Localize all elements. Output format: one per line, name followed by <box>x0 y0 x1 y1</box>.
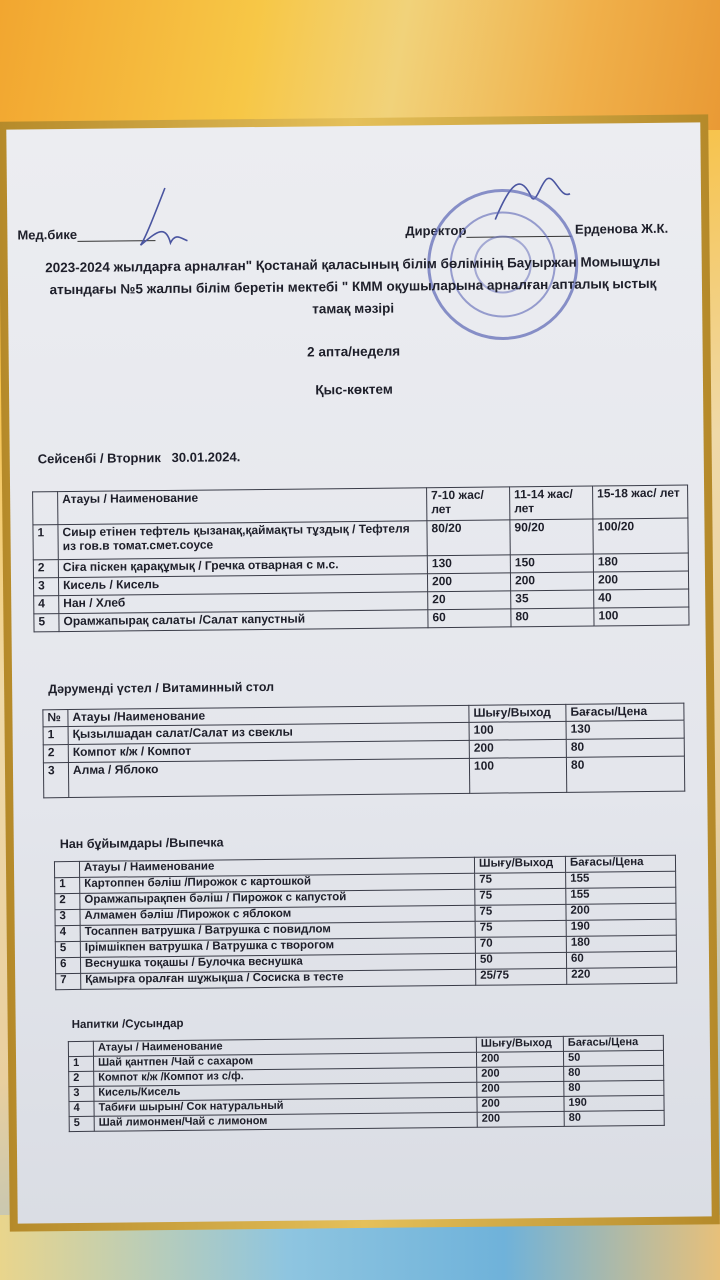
item-name: Веснушка тоқашы / Булочка веснушка <box>80 953 475 973</box>
item-name: Алмамен бәліш /Пирожок с яблоком <box>80 905 475 925</box>
item-output: 200 <box>477 1066 564 1082</box>
item-price: 220 <box>567 967 677 984</box>
row-number: 2 <box>69 1071 94 1086</box>
dish-name: Сиыр етінен тефтель қызанақ,қаймақты тұздық / Тефтеля из гов.в томат.смет.соусе <box>58 521 427 560</box>
item-price: 155 <box>566 887 676 904</box>
item-price: 60 <box>566 951 676 968</box>
item-output: 100 <box>469 757 566 793</box>
title-line-3: тамақ мәзірі <box>312 300 395 317</box>
row-number: 3 <box>55 909 80 925</box>
row-number: 4 <box>69 1101 94 1116</box>
item-name: Қызылшадан салат/Салат из свеклы <box>68 722 469 744</box>
row-number: 1 <box>43 727 68 745</box>
dish-name: Орамжапырақ салаты /Салат капустный <box>59 610 428 632</box>
day-label: Сейсенбі / Вторник <box>37 450 161 467</box>
menu-title <box>28 251 679 324</box>
item-price: 80 <box>564 1080 664 1096</box>
header-cell: Атауы / Наименование <box>93 1037 476 1056</box>
item-output: 200 <box>477 1111 564 1127</box>
header-cell: Атауы /Наименование <box>68 705 469 726</box>
item-price: 80 <box>564 1110 664 1126</box>
item-output: 75 <box>475 904 566 921</box>
row-number: 4 <box>34 596 59 614</box>
director-label: Директор <box>405 222 467 239</box>
row-number: 3 <box>33 578 58 596</box>
row-number: 4 <box>55 925 80 941</box>
item-output: 200 <box>477 1096 564 1112</box>
item-price: 190 <box>564 1095 664 1111</box>
header-cell: Атауы / Наименование <box>79 857 474 877</box>
item-output: 100 <box>469 721 566 740</box>
item-output: 50 <box>475 952 566 969</box>
background-wall-top <box>0 0 720 130</box>
header-cell <box>54 861 79 877</box>
item-name: Қамырға оралған шұжықша / Сосиска в тесте <box>81 969 476 989</box>
header-cell: Шығу/Выход <box>476 1036 563 1052</box>
title-line-1: 2023-2024 жылдарға арналған" Қостанай қаласының білім бөлімінің Бауыржан Момышұлы <box>45 253 661 276</box>
vitamin-table <box>42 703 685 799</box>
portion-7-10: 130 <box>427 555 510 574</box>
header-cell: Атауы / Наименование <box>58 488 427 525</box>
row-number: 2 <box>43 745 68 763</box>
portion-7-10: 20 <box>428 591 511 610</box>
picture-frame <box>0 114 720 1231</box>
portion-11-14: 150 <box>510 554 593 573</box>
row-number: 2 <box>33 560 58 578</box>
row-number: 2 <box>55 893 80 909</box>
dish-name: Нан / Хлеб <box>59 592 428 614</box>
bakery-table <box>54 855 677 991</box>
item-price: 200 <box>566 903 676 920</box>
row-number: 7 <box>56 973 81 989</box>
item-output: 25/75 <box>476 968 567 985</box>
item-output: 200 <box>477 1081 564 1097</box>
item-output: 200 <box>469 739 566 758</box>
header-cell: Шығу/Выход <box>474 856 565 873</box>
item-output: 75 <box>475 920 566 937</box>
header-cell: Бағасы/Цена <box>563 1035 663 1051</box>
lunch-table <box>32 485 689 633</box>
portion-15-18: 40 <box>594 589 689 608</box>
portion-7-10: 80/20 <box>427 520 510 556</box>
header-cell: 7-10 жас/ лет <box>427 487 510 521</box>
row-number: 3 <box>43 763 68 798</box>
portion-7-10: 60 <box>428 609 511 628</box>
item-name: Компот к/ж / Компот <box>68 740 469 762</box>
header-cell: 15-18 жас/ лет <box>593 485 688 519</box>
row-number: 3 <box>69 1086 94 1101</box>
nurse-label: Мед.бике <box>17 226 78 243</box>
header-cell: 11-14 жас/ лет <box>510 486 593 520</box>
dish-name: Сіға піскен қарақұмық / Гречка отварная с м.с. <box>58 556 427 578</box>
director-name: Ерденова Ж.К. <box>574 220 669 237</box>
header-cell <box>33 492 58 525</box>
item-price: 155 <box>566 871 676 888</box>
header-cell: Бағасы/Цена <box>565 855 675 872</box>
item-output: 200 <box>476 1051 563 1067</box>
portion-15-18: 100/20 <box>593 518 688 554</box>
menu-sheet <box>6 122 711 1223</box>
portion-11-14: 90/20 <box>510 519 593 555</box>
item-output: 75 <box>475 888 566 905</box>
portion-15-18: 100 <box>594 607 689 626</box>
row-number: 1 <box>69 1056 94 1071</box>
row-number: 5 <box>34 614 59 632</box>
header-cell <box>68 1041 93 1056</box>
header-cell: Шығу/Выход <box>469 704 566 722</box>
title-line-2: атындағы №5 жалпы білім беретін мектебі " КММ оқушыларына арналған апталық ыстық <box>49 275 657 298</box>
row-number: 5 <box>55 941 80 957</box>
header-cell: Бағасы/Цена <box>566 703 684 721</box>
item-output: 70 <box>475 936 566 953</box>
item-price: 80 <box>566 756 684 792</box>
item-name: Шай қантпен /Чай с сахаром <box>93 1052 476 1071</box>
week-label: 2 апта/неделя <box>307 343 401 360</box>
item-name: Шай лимонмен/Чай с лимоном <box>94 1112 477 1131</box>
item-price: 80 <box>566 738 684 757</box>
item-price: 80 <box>564 1065 664 1081</box>
item-output: 75 <box>475 872 566 889</box>
item-price: 50 <box>563 1050 663 1066</box>
item-name: Алма / Яблоко <box>68 758 469 797</box>
portion-11-14: 80 <box>511 608 594 627</box>
portion-11-14: 35 <box>511 590 594 609</box>
item-name: Компот к/ж /Компот из с/ф. <box>94 1067 477 1086</box>
item-price: 190 <box>566 919 676 936</box>
portion-15-18: 180 <box>593 553 688 572</box>
table-row <box>43 756 684 798</box>
drinks-table <box>68 1035 665 1132</box>
bakery-heading: Нан бұйымдары /Выпечка <box>59 835 224 852</box>
row-number: 1 <box>33 525 58 560</box>
item-name: Тосаппен ватрушка / Ватрушка с повидлом <box>80 921 475 941</box>
item-name: Картоппен бәліш /Пирожок с картошкой <box>80 873 475 893</box>
portion-7-10: 200 <box>427 573 510 592</box>
portion-11-14: 200 <box>510 572 593 591</box>
row-number: 1 <box>55 877 80 893</box>
item-name: Орамжапырақпен бәліш / Пирожок с капустой <box>80 889 475 909</box>
item-name: Табиғи шырын/ Сок натуральный <box>94 1097 477 1116</box>
header-cell: № <box>43 710 68 727</box>
item-price: 180 <box>566 935 676 952</box>
row-number: 6 <box>55 957 80 973</box>
portion-15-18: 200 <box>593 571 688 590</box>
day-date: 30.01.2024. <box>171 449 241 465</box>
item-name: Ірімшікпен ватрушка / Ватрушка с творогом <box>80 937 475 957</box>
nurse-signature-icon <box>125 183 196 254</box>
row-number: 5 <box>69 1116 94 1131</box>
season-label: Қыс-көктем <box>315 381 393 398</box>
vitamin-heading: Дәруменді үстел / Витаминный стол <box>48 679 275 697</box>
dish-name: Кисель / Кисель <box>58 574 427 596</box>
item-name: Кисель/Кисель <box>94 1082 477 1101</box>
drinks-heading: Напитки /Сусындар <box>71 1017 184 1032</box>
item-price: 130 <box>566 720 684 739</box>
day-heading <box>38 449 241 466</box>
